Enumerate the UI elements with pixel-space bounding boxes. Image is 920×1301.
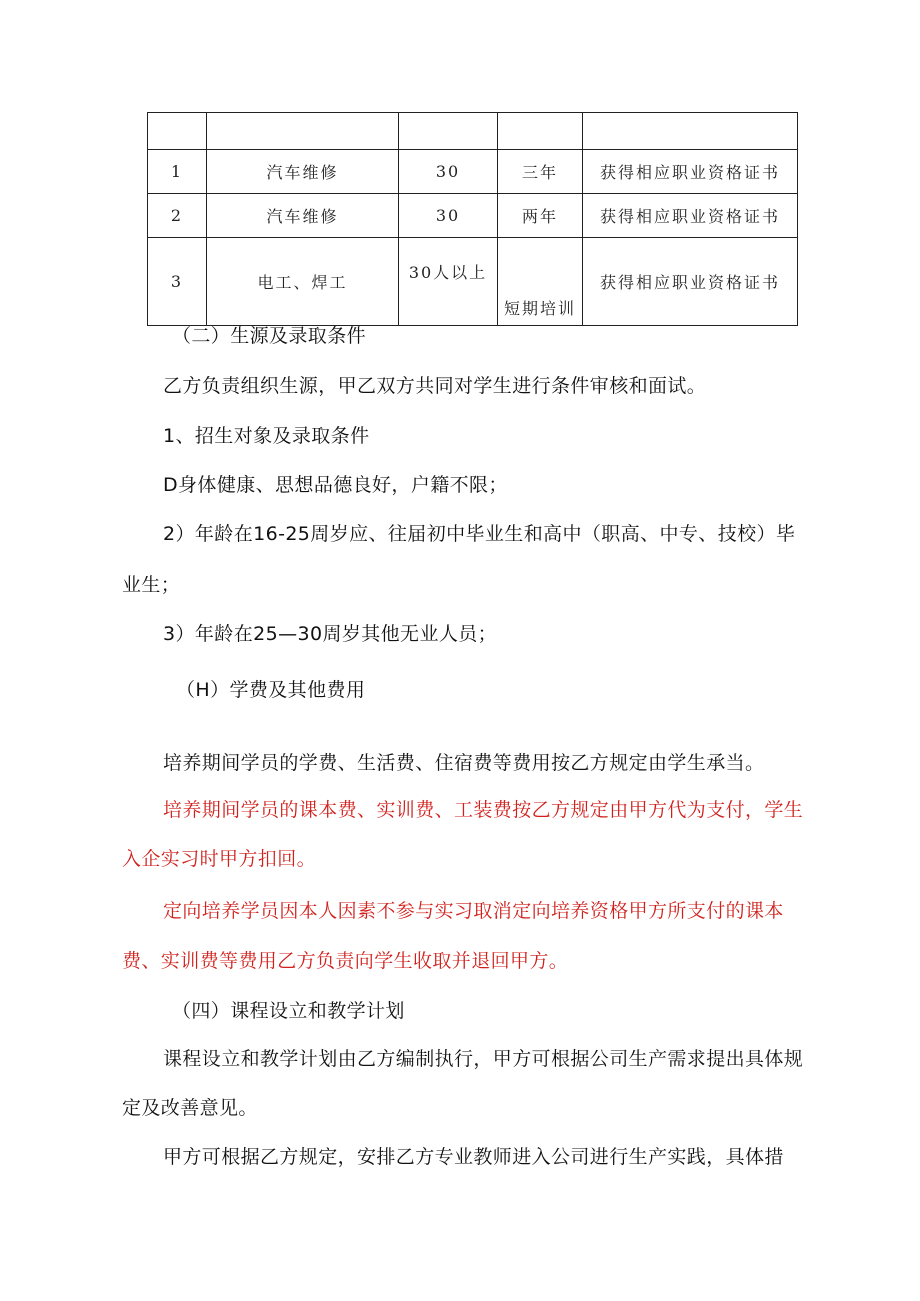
highlighted-paragraph: 定向培养学员因本人因素不参与实习取消定向培养资格甲方所支付的课本 xyxy=(163,900,784,922)
cell-major: 汽车维修 xyxy=(207,194,399,238)
cell-duration: 两年 xyxy=(498,194,583,238)
cell-cert: 获得相应职业资格证书 xyxy=(583,150,798,194)
highlighted-paragraph: 培养期间学员的课本费、实训费、工装费按乙方规定由甲方代为支付，学生 xyxy=(163,799,804,821)
list-item: 2）年龄在16-25周岁应、往届初中毕业生和高中（职高、中专、技校）毕 xyxy=(163,523,796,545)
cell-count xyxy=(399,113,498,150)
cell-count: 30人以上 xyxy=(399,238,498,326)
paragraph: 乙方负责组织生源，甲乙双方共同对学生进行条件审核和面试。 xyxy=(163,375,707,397)
cell-cert: 获得相应职业资格证书 xyxy=(583,238,798,326)
table-row xyxy=(148,150,798,194)
paragraph: 培养期间学员的学费、生活费、住宿费等费用按乙方规定由学生承当。 xyxy=(163,752,765,774)
cell-no: 1 xyxy=(148,150,207,194)
table-row xyxy=(148,113,798,150)
paragraph: 课程设立和教学计划由乙方编制执行，甲方可根据公司生产需求提出具体规 xyxy=(163,1048,804,1070)
table-row xyxy=(148,238,798,326)
training-table xyxy=(147,112,798,326)
highlighted-paragraph-continuation: 费、实训费等费用乙方负责向学生收取并退回甲方。 xyxy=(122,950,569,972)
list-item: 3）年龄在25—30周岁其他无业人员； xyxy=(163,623,498,645)
section-heading-4: （四）课程设立和教学计划 xyxy=(172,1000,405,1022)
cell-duration: 三年 xyxy=(498,150,583,194)
table-row xyxy=(148,194,798,238)
cell-major: 汽车维修 xyxy=(207,150,399,194)
list-item-continuation: 业生； xyxy=(122,574,181,596)
cell-duration xyxy=(498,113,583,150)
list-item: D身体健康、思想品德良好，户籍不限； xyxy=(163,474,508,496)
cell-cert: 获得相应职业资格证书 xyxy=(583,194,798,238)
section-heading-2: （二）生源及录取条件 xyxy=(172,325,367,347)
section-heading-3: （H）学费及其他费用 xyxy=(176,679,366,701)
cell-cert xyxy=(583,113,798,150)
cell-count: 30 xyxy=(399,150,498,194)
cell-major: 电工、焊工 xyxy=(207,238,399,326)
cell-no: 3 xyxy=(148,238,207,326)
cell-count: 30 xyxy=(399,194,498,238)
sub-heading: 1、招生对象及录取条件 xyxy=(163,425,370,447)
paragraph-continuation: 定及改善意见。 xyxy=(122,1097,258,1119)
paragraph: 甲方可根据乙方规定，安排乙方专业教师进入公司进行生产实践，具体措 xyxy=(163,1146,784,1168)
highlighted-paragraph-continuation: 入企实习时甲方扣回。 xyxy=(122,848,317,870)
cell-major xyxy=(207,113,399,150)
cell-no xyxy=(148,113,207,150)
cell-duration: 短期培训 xyxy=(498,238,583,326)
cell-no: 2 xyxy=(148,194,207,238)
